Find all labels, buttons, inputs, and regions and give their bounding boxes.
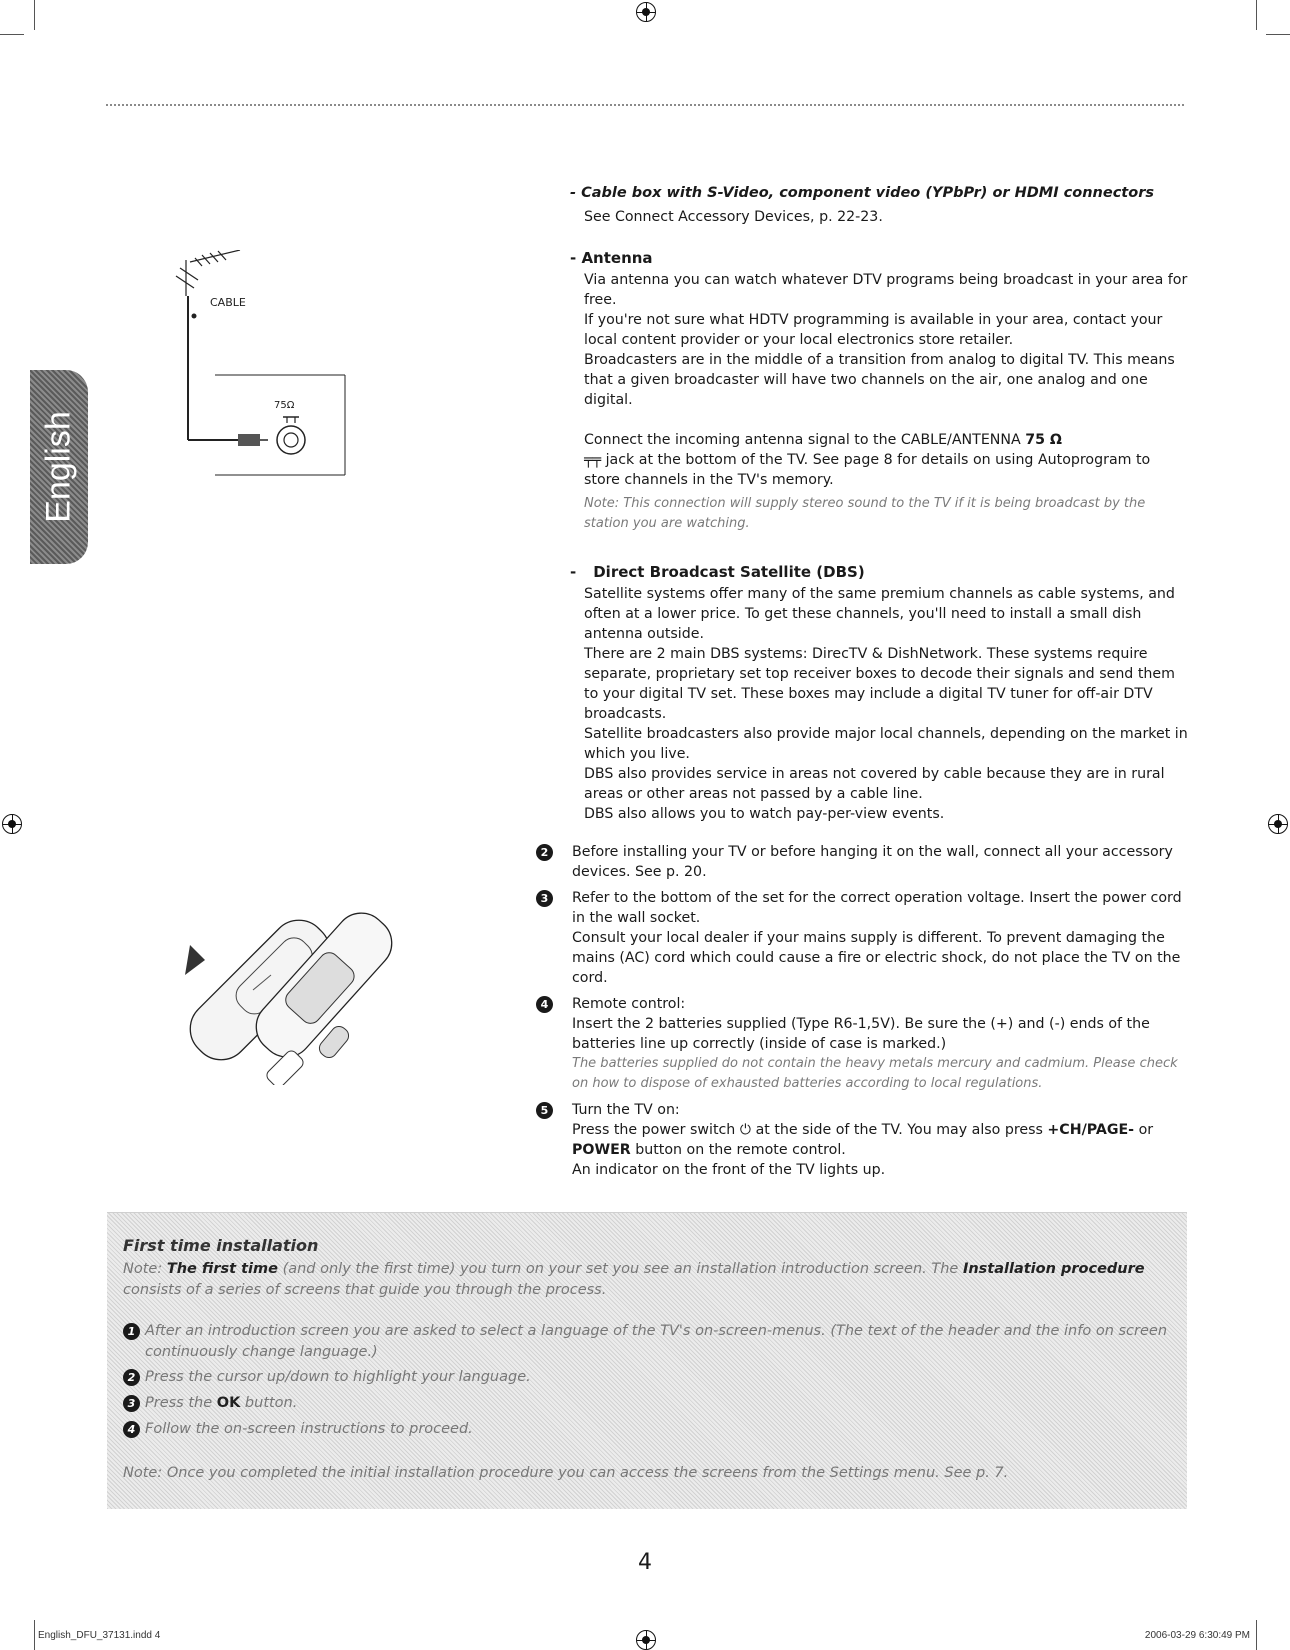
dbs-p4: DBS also provides service in areas not covered by cable because they are in rural areas or other areas not passed by a cable line.: [584, 766, 1165, 802]
antenna-p3: Broadcasters are in the middle of a transition from analog to digital TV. This means that a given broadcaster will have two channels on the air, one analog and one digital.: [584, 352, 1175, 408]
step-2: 2 Before installing your TV or before hanging it on the wall, connect all your accessory devices. See p. 20.: [536, 842, 1192, 882]
antenna-jack-symbol: ╤╤: [584, 452, 602, 468]
step-number: 5: [536, 1102, 553, 1119]
language-tab: [30, 370, 88, 564]
file-slug: English_DFU_37131.indd 4: [38, 1630, 161, 1641]
cable-box-heading: - Cable box with S-Video, component video (YPbPr) or HDMI connectors: [570, 185, 1154, 201]
battery-cover-icon: [185, 945, 205, 975]
crop-mark: [1256, 0, 1257, 30]
registration-mark-icon: [636, 2, 656, 22]
antenna-note: Note: This connection will supply stereo sound to the TV if it is being broadcast by the station you are watching.: [584, 496, 1146, 531]
crop-mark: [1256, 1620, 1257, 1650]
install-step-4: 4 Follow the on-screen instructions to proceed.: [123, 1419, 1190, 1440]
crop-mark: [0, 34, 24, 35]
page-number: 4: [638, 1550, 652, 1575]
step-number: 4: [536, 996, 553, 1013]
cable-box-section: [570, 183, 1190, 227]
antenna-p2: If you're not sure what HDTV programming is available in your area, contact your local content provider or your local electronics store retailer.: [584, 312, 1163, 348]
registration-mark-icon: [1268, 814, 1288, 834]
dbs-p2: There are 2 main DBS systems: DirecTV & DishNetwork. These systems require separate, proprietary set top receiver boxes to decode their signals and send them to your digital TV set. These boxes may include a digital TV tuner for off-air DTV broadcasts.: [584, 646, 1175, 722]
dbs-section: [570, 562, 1190, 824]
registration-mark-icon: [636, 1630, 656, 1650]
connector-plug-icon: [238, 434, 260, 446]
first-time-installation-panel: [107, 1212, 1187, 1509]
install-step-1: 1 After an introduction screen you are asked to select a language of the TV's on-screen-menus. (The text of the header and the info on screen continuously change language.): [123, 1321, 1190, 1363]
antenna-cable-diagram: [150, 250, 350, 490]
antenna-heading: - Antenna: [570, 249, 653, 267]
ohm-value: 75 Ω: [1025, 432, 1062, 448]
steps-list: [536, 842, 1192, 1180]
panel-footer-note: Note: Once you completed the initial installation procedure you can access the screens from the Settings menu. See p. 7.: [123, 1465, 1009, 1481]
antenna-section: [570, 248, 1190, 534]
crop-mark: [34, 0, 35, 30]
install-step-3: 3 Press the OK button.: [123, 1393, 1190, 1414]
antenna-p1: Via antenna you can watch whatever DTV programs being broadcast in your area for free.: [584, 272, 1188, 308]
antenna-icon: [176, 250, 240, 296]
coax-jack-icon: [277, 417, 305, 454]
antenna-connect: Connect the incoming antenna signal to the CABLE/ANTENNA 75 Ω ╤╤ jack at the bottom of the TV. See page 8 for details on using Autoprogram to store channels in the TV's memory.: [584, 432, 1151, 488]
dbs-heading: - Direct Broadcast Satellite (DBS): [570, 563, 865, 581]
ohm-label: 75Ω: [274, 400, 295, 411]
install-step-2: 2 Press the cursor up/down to highlight your language.: [123, 1367, 1190, 1388]
header-rule: [106, 104, 1184, 106]
crop-mark: [34, 1620, 35, 1650]
panel-title: First time installation: [123, 1236, 319, 1255]
dbs-p1: Satellite systems offer many of the same premium channels as cable systems, and often at a lower price. To get these channels, you'll need to install a small dish antenna outside.: [584, 586, 1175, 642]
power-icon: ⏻: [739, 1122, 752, 1138]
registration-mark-icon: [2, 814, 22, 834]
remote-control-illustration: [175, 885, 415, 1085]
language-tab-label: English: [39, 411, 78, 523]
cable-box-text: See Connect Accessory Devices, p. 22-23.: [584, 209, 883, 225]
cable-label: CABLE: [210, 296, 246, 309]
step-3: 3 Refer to the bottom of the set for the correct operation voltage. Insert the power cord in the wall socket. Consult your local dealer if your mains supply is different. To prevent damaging the mains (AC) cord which could cause a fire or electric shock, do not place the TV on the cord.: [536, 888, 1192, 988]
crop-mark: [1266, 34, 1290, 35]
timestamp-slug: 2006-03-29 6:30:49 PM: [1144, 1630, 1250, 1641]
dbs-p5: DBS also allows you to watch pay-per-view events.: [584, 806, 945, 822]
step-number: 3: [536, 890, 553, 907]
step-4: 4 Remote control: Insert the 2 batteries supplied (Type R6-1,5V). Be sure the (+) and (-) ends of the batteries line up correctly (inside of case is marked.) The batteries supplied do not contain the heavy metals mercury and cadmium. Please check on how to dispose of exhausted batteries according to local regulations.: [536, 994, 1192, 1094]
panel-intro-note: Note: The first time (and only the first time) you turn on your set you see an installation introduction screen. The Installation procedure consists of a series of screens that guide you through the process.: [123, 1261, 1145, 1298]
step-5: 5 Turn the TV on: Press the power switch ⏻ at the side of the TV. You may also press +CH/PAGE- or POWER button on the remote control. An indicator on the front of the TV lights up.: [536, 1100, 1192, 1180]
dbs-p3: Satellite broadcasters also provide major local channels, depending on the market in which you live.: [584, 726, 1188, 762]
step-number: 2: [536, 844, 553, 861]
